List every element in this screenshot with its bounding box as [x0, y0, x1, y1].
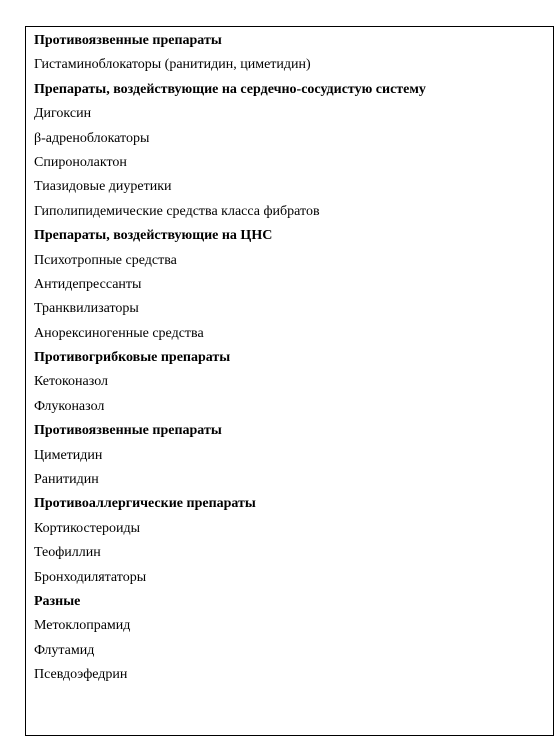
table-row: Псевдоэфедрин	[34, 667, 128, 683]
table-row: Бронходилятаторы	[34, 569, 147, 585]
table-row: Антидепрессанты	[34, 276, 142, 292]
table-row: Тиазидовые диуретики	[34, 179, 172, 195]
drug-list-table	[25, 26, 554, 736]
section-heading: Препараты, воздействующие на сердечно-сосудистую систему	[34, 81, 426, 97]
section-heading: Противогрибковые препараты	[34, 350, 231, 366]
table-row: Флуконазол	[34, 398, 105, 414]
section-heading: Препараты, воздействующие на ЦНС	[34, 228, 273, 244]
table-row: Дигоксин	[34, 106, 92, 122]
table-row: Кортикостероиды	[34, 520, 141, 536]
table-row: Теофиллин	[34, 545, 101, 561]
table-row: Транквилизаторы	[34, 301, 139, 317]
table-row: Гиполипидемические средства класса фибратов	[34, 203, 320, 219]
section-heading: Разные	[34, 593, 81, 609]
table-row: Метоклопрамид	[34, 618, 131, 634]
section-heading: Противоязвенные препараты	[34, 423, 222, 439]
table-row: Кетоконазол	[34, 374, 108, 390]
table-row: Флутамид	[34, 642, 95, 658]
section-heading: Противоаллергические препараты	[34, 496, 256, 512]
table-row: β-адреноблокаторы	[34, 130, 150, 146]
table-row: Гистаминоблокаторы (ранитидин, циметидин)	[34, 57, 311, 73]
section-heading: Противоязвенные препараты	[34, 33, 222, 48]
table-row: Ранитидин	[34, 472, 99, 488]
table-row: Циметидин	[34, 447, 103, 463]
table-row: Спиронолактон	[34, 154, 127, 170]
table-row: Анорексиногенные средства	[34, 325, 204, 341]
table-row: Психотропные средства	[34, 252, 177, 268]
